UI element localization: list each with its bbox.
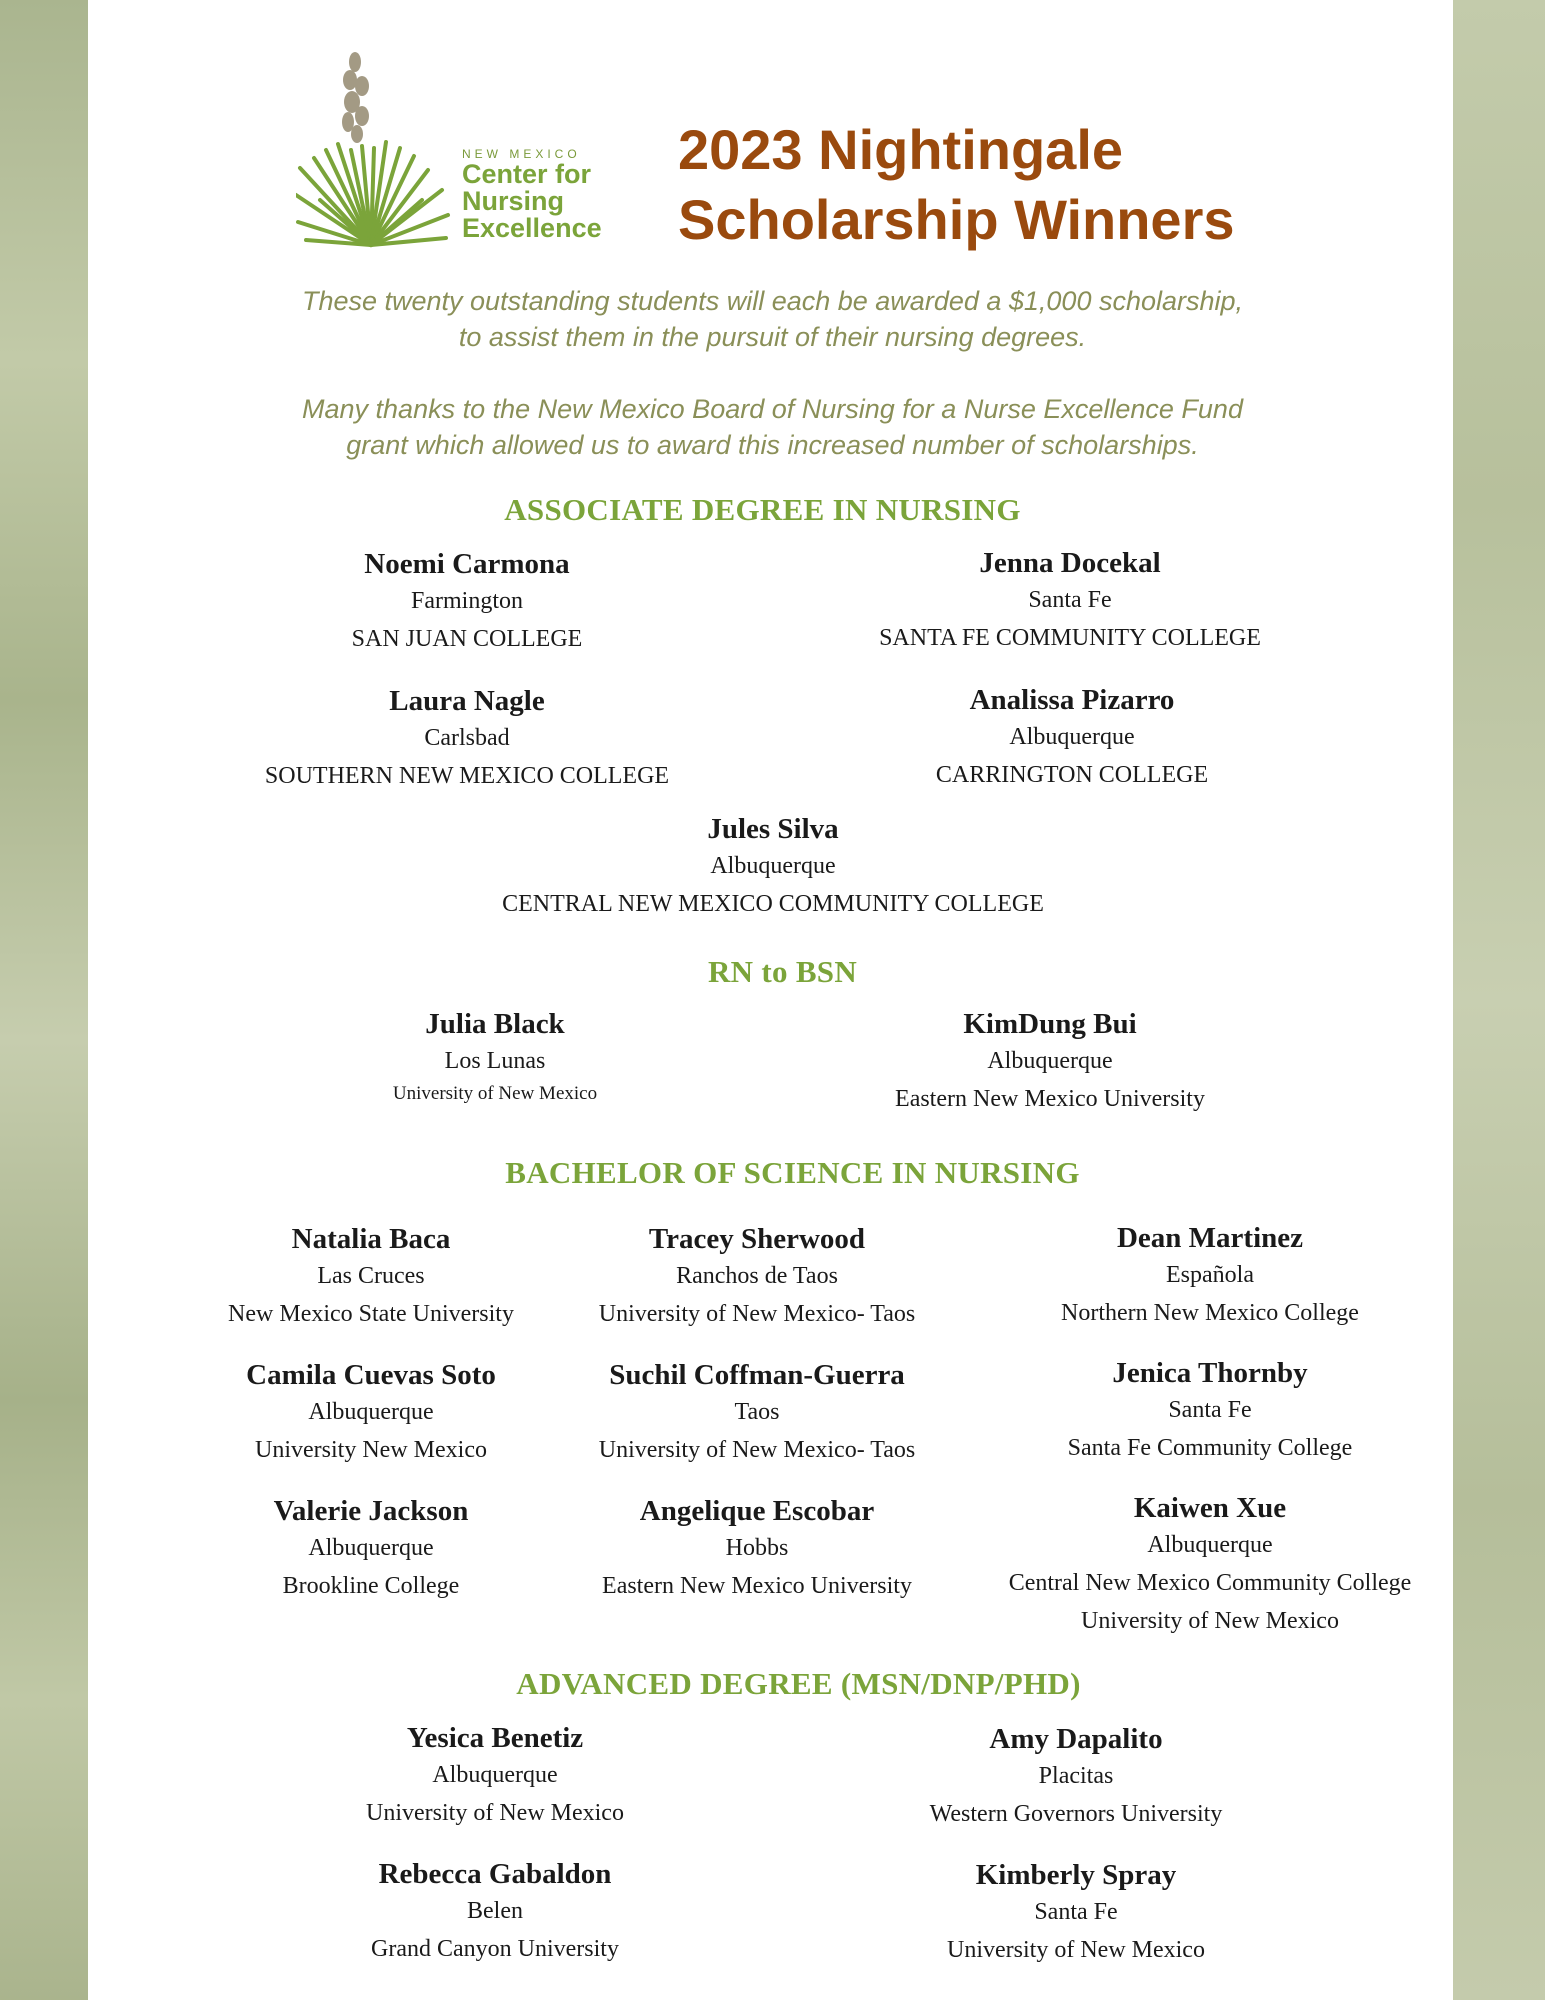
winner-city: Los Lunas: [444, 1048, 546, 1074]
winner-name: Noemi Carmona: [364, 548, 570, 580]
winner-name: Kaiwen Xue: [1133, 1492, 1287, 1524]
winner-school: Santa Fe Community College: [1067, 1435, 1353, 1461]
intro-paragraph-1: [180, 283, 1365, 355]
intro-line: grant which allowed us to award this increased number of scholarships.: [346, 430, 1199, 460]
winner-city: Albuquerque: [308, 1535, 434, 1561]
logo-org-name: [462, 161, 602, 242]
winner-school: Eastern New Mexico University: [895, 1086, 1205, 1112]
winner-city: Farmington: [411, 588, 523, 614]
winner-school: University New Mexico: [255, 1437, 487, 1463]
winner-school: SAN JUAN COLLEGE: [351, 626, 583, 652]
winner-school: Eastern New Mexico University: [602, 1573, 912, 1599]
winner-city: Placitas: [1038, 1763, 1114, 1789]
winner-name: Yesica Benetiz: [406, 1722, 584, 1754]
winner-city: Carlsbad: [424, 725, 510, 751]
winner-name: Camila Cuevas Soto: [246, 1359, 496, 1391]
winner-entry: [770, 545, 1370, 657]
winner-school: SOUTHERN NEW MEXICO COLLEGE: [264, 763, 670, 789]
intro-line: These twenty outstanding students will each be awarded a $1,000 scholarship,: [301, 286, 1244, 316]
logo-line-3: Excellence: [462, 213, 602, 243]
winner-name: Valerie Jackson: [273, 1495, 469, 1527]
intro-paragraph-2: [180, 391, 1365, 463]
winner-name: Suchil Coffman-Guerra: [609, 1359, 905, 1391]
winner-name: KimDung Bui: [963, 1008, 1137, 1040]
winner-name: Jenna Docekal: [979, 547, 1161, 579]
winner-school: New Mexico State University: [228, 1301, 514, 1327]
winner-name: Amy Dapalito: [989, 1723, 1163, 1755]
winner-entry: [473, 811, 1073, 923]
section-heading-rn-to-bsn: RN to BSN: [707, 954, 858, 989]
intro-line: Many thanks to the New Mexico Board of Nursing for a Nurse Excellence Fund: [302, 394, 1243, 424]
section-heading-advanced: ADVANCED DEGREE (MSN/DNP/PHD): [516, 1666, 1081, 1701]
winner-school: Grand Canyon University: [371, 1936, 619, 1962]
winner-school-secondary: University of New Mexico: [1081, 1608, 1339, 1634]
winner-city: Hobbs: [725, 1535, 789, 1561]
intro-line: to assist them in the pursuit of their nursing degrees.: [458, 322, 1087, 352]
title-line-1: 2023 Nightingale: [678, 118, 1124, 181]
winner-city: Las Cruces: [317, 1263, 425, 1289]
winner-school: University of New Mexico- Taos: [598, 1301, 916, 1327]
winner-school: Brookline College: [282, 1573, 460, 1599]
winner-name: Analissa Pizarro: [969, 684, 1175, 716]
winner-school: Central New Mexico Community College: [1008, 1570, 1412, 1596]
winner-city: Albuquerque: [1147, 1532, 1273, 1558]
yucca-logo-icon: [296, 50, 466, 250]
winner-name: Kimberly Spray: [975, 1859, 1177, 1891]
winner-entry: [910, 1220, 1510, 1332]
section-heading-bachelor: BACHELOR OF SCIENCE IN NURSING: [505, 1155, 1080, 1190]
winner-city: Santa Fe: [1168, 1397, 1252, 1423]
winner-entry: [167, 546, 767, 658]
winner-entry: [195, 1720, 795, 1832]
winner-school: Northern New Mexico College: [1061, 1300, 1359, 1326]
winner-entry: [167, 683, 767, 795]
winner-entry: [195, 1006, 795, 1108]
winner-city: Albuquerque: [1009, 724, 1135, 750]
winner-entry: [776, 1721, 1376, 1833]
logo-line-1: Center for: [462, 159, 592, 189]
winner-name: Jenica Thornby: [1112, 1357, 1308, 1389]
winner-city: Albuquerque: [987, 1048, 1113, 1074]
winner-entry: [776, 1857, 1376, 1969]
winner-city: Belen: [467, 1898, 523, 1924]
winner-school: University of New Mexico: [947, 1937, 1205, 1963]
logo-state-text: NEW MEXICO: [462, 147, 581, 161]
winner-name: Dean Martinez: [1116, 1222, 1304, 1254]
winner-school: SANTA FE COMMUNITY COLLEGE: [879, 625, 1261, 651]
winner-name: Jules Silva: [707, 813, 839, 845]
winner-city: Taos: [734, 1399, 780, 1425]
winner-name: Laura Nagle: [389, 685, 545, 717]
winner-entry: [910, 1355, 1510, 1467]
winner-entry: [772, 682, 1372, 794]
winner-school: Western Governors University: [929, 1801, 1223, 1827]
winner-entry: [910, 1490, 1510, 1640]
winner-entry: [195, 1856, 795, 1968]
section-heading-associate: ASSOCIATE DEGREE IN NURSING: [504, 492, 1021, 527]
winner-city: Albuquerque: [710, 853, 836, 879]
winner-school: University of New Mexico- Taos: [598, 1437, 916, 1463]
logo-line-2: Nursing: [462, 186, 565, 216]
winner-name: Julia Black: [425, 1008, 565, 1040]
winner-city: Albuquerque: [432, 1762, 558, 1788]
winner-name: Angelique Escobar: [639, 1495, 875, 1527]
winner-entry: [750, 1006, 1350, 1118]
winner-city: Santa Fe: [1028, 587, 1112, 613]
title-line-2: Scholarship Winners: [678, 188, 1235, 251]
winner-school: University of New Mexico: [392, 1083, 598, 1104]
winner-city: Albuquerque: [308, 1399, 434, 1425]
winner-name: Natalia Baca: [291, 1223, 451, 1255]
winner-name: Tracey Sherwood: [648, 1223, 866, 1255]
winner-city: Santa Fe: [1034, 1899, 1118, 1925]
winner-name: Rebecca Gabaldon: [378, 1858, 612, 1890]
winner-school: University of New Mexico: [366, 1800, 624, 1826]
winner-school: CENTRAL NEW MEXICO COMMUNITY COLLEGE: [502, 891, 1044, 917]
page-title: [678, 115, 1378, 255]
winner-city: Española: [1166, 1262, 1254, 1288]
winner-school: CARRINGTON COLLEGE: [935, 762, 1209, 788]
winner-city: Ranchos de Taos: [676, 1263, 838, 1289]
